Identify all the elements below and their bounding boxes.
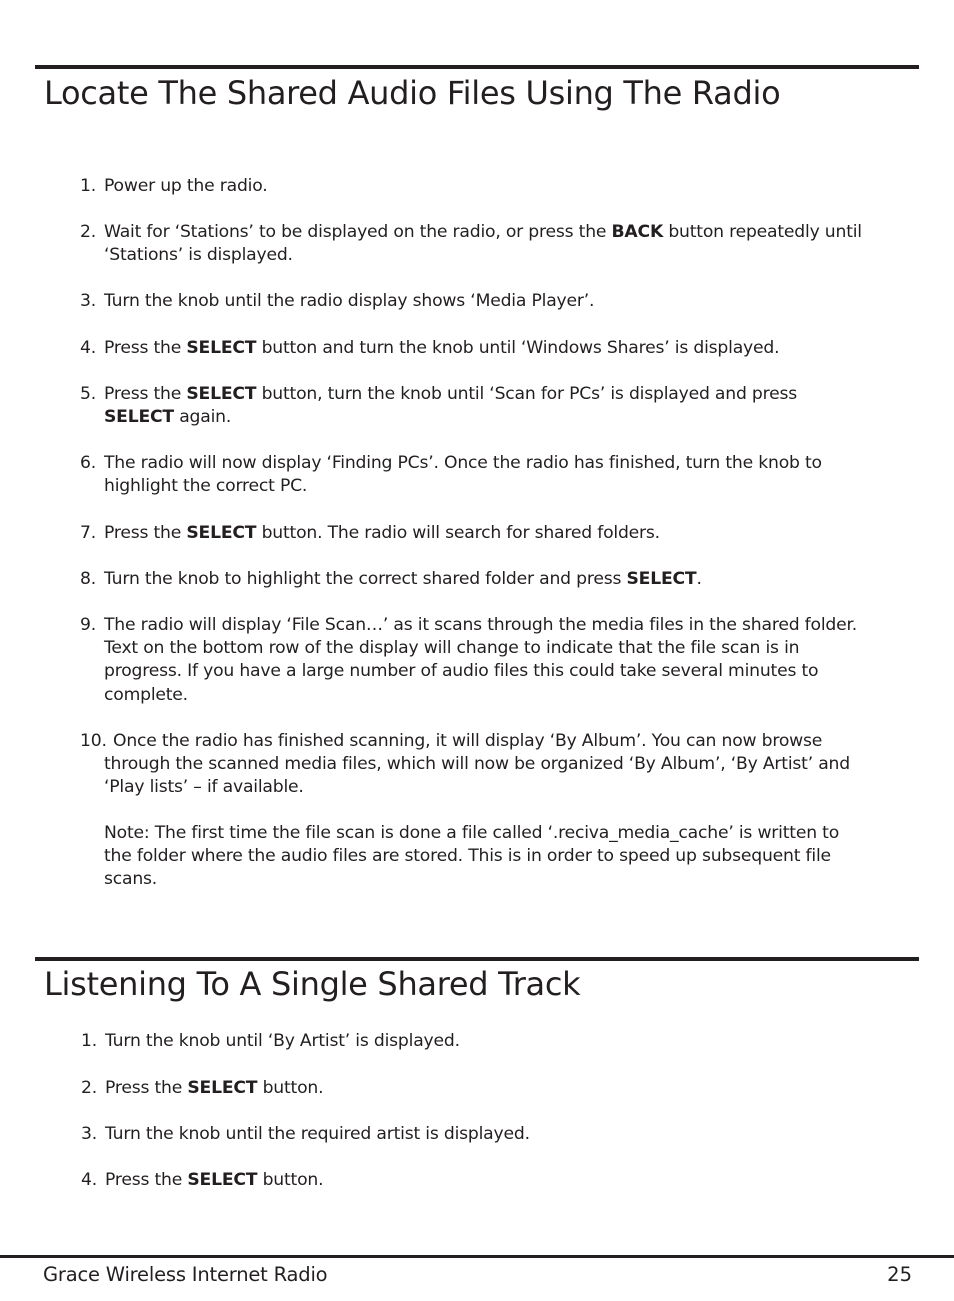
list-item: 8. Turn the knob to highlight the correct shared folder and press SELECT.: [80, 569, 702, 589]
footer-title: Grace Wireless Internet Radio: [43, 1263, 328, 1286]
list-item: 1. Turn the knob until ‘By Artist’ is displayed.: [81, 1031, 460, 1051]
section-rule-top: [35, 957, 919, 961]
list-item: 10. Once the radio has finished scanning, it will display ‘By Album’. You can now browse through the scanned media files, which will now be organized ‘By Album’, ‘By Artist’ and ‘Play lists’ – if available.: [80, 731, 850, 798]
list-item: 4. Press the SELECT button.: [81, 1170, 324, 1190]
section-title-listening: Listening To A Single Shared Track: [44, 965, 581, 1003]
list-item: 3. Turn the knob until the required artist is displayed.: [81, 1124, 530, 1144]
list-item: 4. Press the SELECT button and turn the knob until ‘Windows Shares’ is displayed.: [80, 338, 780, 358]
list-item: 5. Press the SELECT button, turn the knob until ‘Scan for PCs’ is displayed and press SELECT again.: [80, 384, 798, 428]
section-title-locate: Locate The Shared Audio Files Using The Radio: [44, 74, 781, 112]
footer-rule: [0, 1255, 954, 1258]
list-item: 1. Power up the radio.: [80, 176, 268, 196]
section-rule-top: [35, 65, 919, 69]
list-item: 2. Wait for ‘Stations’ to be displayed on the radio, or press the BACK button repeatedly until ‘Stations’ is displayed.: [80, 222, 862, 266]
list-item: 6. The radio will now display ‘Finding PCs’. Once the radio has finished, turn the knob to highlight the correct PC.: [80, 453, 822, 497]
list-item: 7. Press the SELECT button. The radio will search for shared folders.: [80, 523, 660, 543]
page-number: 25: [887, 1263, 912, 1286]
list-item: 2. Press the SELECT button.: [81, 1078, 324, 1098]
list-item: 9. The radio will display ‘File Scan…’ as it scans through the media files in the shared folder. Text on the bottom row of the display will change to indicate that the file scan is in progress. If you have a large number of audio files this could take several minutes to complete.: [80, 615, 858, 705]
note-paragraph: Note: The first time the file scan is done a file called ‘.reciva_media_cache’ is written to the folder where the audio files are stored. This is in order to speed up subsequent file scans.: [104, 823, 840, 890]
list-item: 3. Turn the knob until the radio display shows ‘Media Player’.: [80, 291, 595, 311]
